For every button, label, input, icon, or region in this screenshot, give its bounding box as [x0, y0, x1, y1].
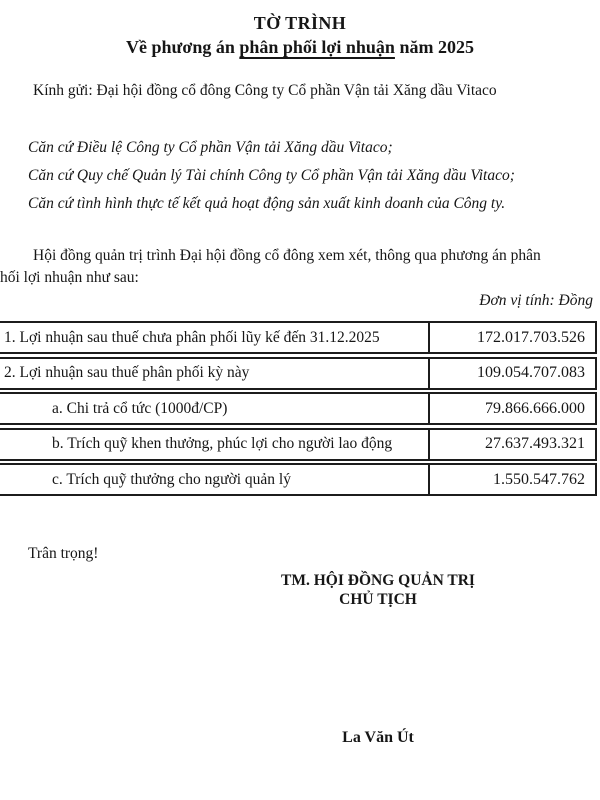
row-label: c. Trích quỹ thưởng cho người quản lý: [0, 465, 430, 494]
signer-name: La Văn Út: [342, 729, 414, 746]
page-subtitle: [0, 37, 600, 58]
row-value: 109.054.707.083: [477, 364, 585, 381]
closing-line: Trân trọng!: [28, 545, 99, 562]
body-paragraph-line: hối lợi nhuận như sau:: [0, 269, 139, 286]
signature-block: [258, 571, 498, 609]
table-row: [0, 321, 597, 354]
row-value: 172.017.703.526: [477, 328, 585, 346]
signature-role-line: CHỦ TỊCH: [339, 591, 417, 608]
table-row: [0, 357, 597, 390]
row-value: 79.866.666.000: [485, 399, 585, 417]
preamble-line: Căn cứ Điều lệ Công ty Cổ phần Vận tải Xăng dầu Vitaco;: [28, 139, 393, 156]
profit-distribution-table: [0, 321, 597, 499]
preamble-block: [28, 134, 515, 218]
row-label: a. Chi trả cổ tức (1000đ/CP): [0, 394, 430, 423]
body-paragraph: [0, 245, 541, 289]
row-label: b. Trích quỹ khen thưởng, phúc lợi cho người lao động: [0, 430, 430, 459]
subtitle-suffix: năm 2025: [394, 37, 474, 57]
table-row: [0, 428, 597, 461]
row-value: 27.637.493.321: [485, 435, 585, 452]
table-row: [0, 392, 597, 425]
row-label: 2. Lợi nhuận sau thuế phân phối kỳ này: [0, 359, 430, 388]
subtitle-underlined-phrase: phân phối lợi nhuận: [239, 37, 395, 57]
preamble-line: Căn cứ Quy chế Quản lý Tài chính Công ty Cổ phần Vận tải Xăng dầu Vitaco;: [28, 167, 515, 184]
signature-authority-line: TM. HỘI ĐỒNG QUẢN TRỊ: [281, 572, 475, 589]
row-value: 1.550.547.762: [493, 470, 585, 488]
table-row: [0, 463, 597, 496]
body-paragraph-line: Hội đồng quản trị trình Đại hội đồng cổ đông xem xét, thông qua phương án phân: [33, 247, 541, 264]
preamble-line: Căn cứ tình hình thực tế kết quả hoạt động sản xuất kinh doanh của Công ty.: [28, 195, 506, 212]
salutation-line: Kính gửi: Đại hội đồng cổ đông Công ty Cổ phần Vận tải Xăng dầu Vitaco: [33, 82, 497, 99]
subtitle-prefix: Về phương án: [126, 37, 240, 57]
unit-note: Đơn vị tính: Đồng: [479, 292, 593, 309]
page-title: TỜ TRÌNH: [253, 13, 347, 33]
row-label: 1. Lợi nhuận sau thuế chưa phân phối lũy kế đến 31.12.2025: [0, 323, 430, 352]
